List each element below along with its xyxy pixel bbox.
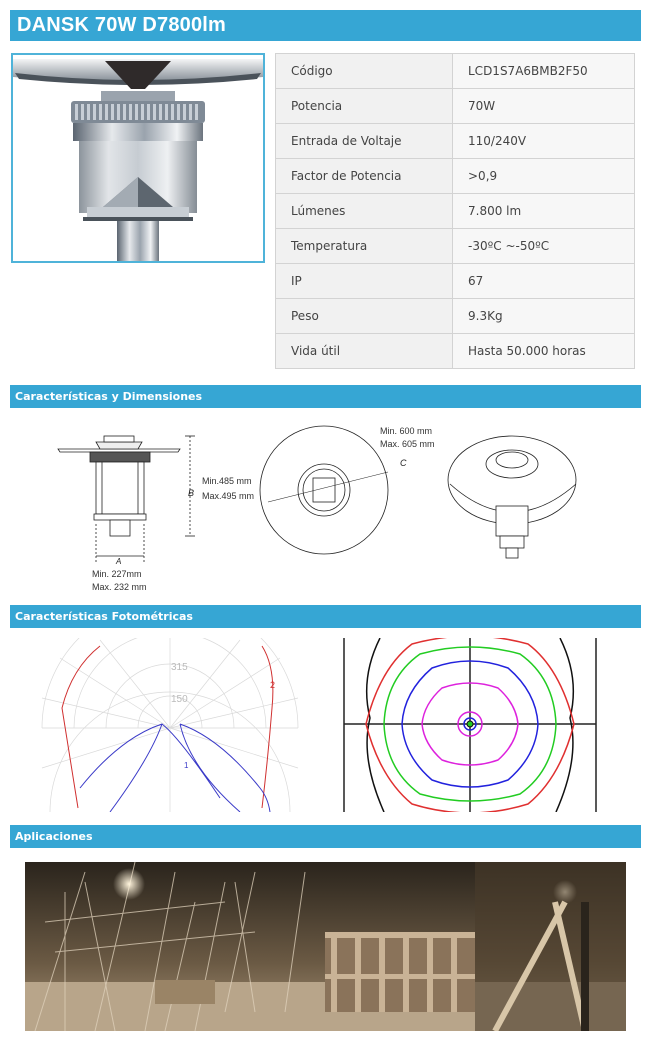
- spec-value: Hasta 50.000 horas: [453, 334, 635, 369]
- polar-ring-label-2: 150: [171, 694, 188, 705]
- width-letter: A: [116, 557, 122, 566]
- height-min: Min.485 mm: [202, 476, 252, 486]
- spec-label: Potencia: [276, 89, 453, 124]
- spec-value: 110/240V: [453, 124, 635, 159]
- table-row: [276, 124, 635, 159]
- table-row: [276, 89, 635, 124]
- spec-value: 67: [453, 264, 635, 299]
- spec-label: Factor de Potencia: [276, 159, 453, 194]
- table-row: [276, 334, 635, 369]
- spec-label: Vida útil: [276, 334, 453, 369]
- spec-label: IP: [276, 264, 453, 299]
- perspective-drawing: [448, 436, 576, 558]
- table-row: [276, 229, 635, 264]
- table-row: [276, 264, 635, 299]
- product-title: DANSK 70W D7800lm: [17, 14, 227, 36]
- polar-curve-blue: [80, 724, 270, 812]
- height-letter: B: [188, 488, 195, 498]
- application-photo: [25, 862, 626, 1031]
- spec-label: Temperatura: [276, 229, 453, 264]
- spec-value: 70W: [453, 89, 635, 124]
- title-bar: [10, 10, 641, 41]
- spec-label: Código: [276, 54, 453, 89]
- polar-curve-label-2: 1: [184, 761, 189, 770]
- table-row: [276, 54, 635, 89]
- spec-value: 7.800 lm: [453, 194, 635, 229]
- diameter-min: Min. 600 mm: [380, 426, 433, 436]
- section-header-applications: Aplicaciones: [10, 825, 641, 848]
- table-row: [276, 194, 635, 229]
- section-header-dimensions: Características y Dimensiones: [10, 385, 641, 408]
- polar-diagram: [42, 638, 298, 812]
- spec-value: >0,9: [453, 159, 635, 194]
- diameter-max: Max. 605 mm: [380, 439, 435, 449]
- polar-curve-label-1: 2: [270, 680, 276, 690]
- dimension-drawings: [10, 416, 641, 594]
- table-row: [276, 159, 635, 194]
- polar-ring-label-1: 315: [171, 662, 188, 673]
- photometric-diagrams: [40, 638, 610, 812]
- section-header-photometric: Características Fotométricas: [10, 605, 641, 628]
- height-max: Max.495 mm: [202, 491, 255, 501]
- spec-label: Entrada de Voltaje: [276, 124, 453, 159]
- width-min: Min. 227mm: [92, 569, 142, 579]
- table-row: [276, 299, 635, 334]
- side-view-drawing: [58, 436, 195, 562]
- diameter-letter: C: [400, 458, 407, 468]
- spec-table: [275, 53, 635, 369]
- spec-label: Lúmenes: [276, 194, 453, 229]
- product-photo: [11, 53, 265, 263]
- spec-value: LCD1S7A6BMB2F50: [453, 54, 635, 89]
- spec-value: 9.3Kg: [453, 299, 635, 334]
- isolux-diagram: [344, 638, 596, 812]
- top-view-drawing: [260, 426, 388, 554]
- width-max: Max. 232 mm: [92, 582, 147, 592]
- spec-label: Peso: [276, 299, 453, 334]
- spec-value: -30ºC ~-50ºC: [453, 229, 635, 264]
